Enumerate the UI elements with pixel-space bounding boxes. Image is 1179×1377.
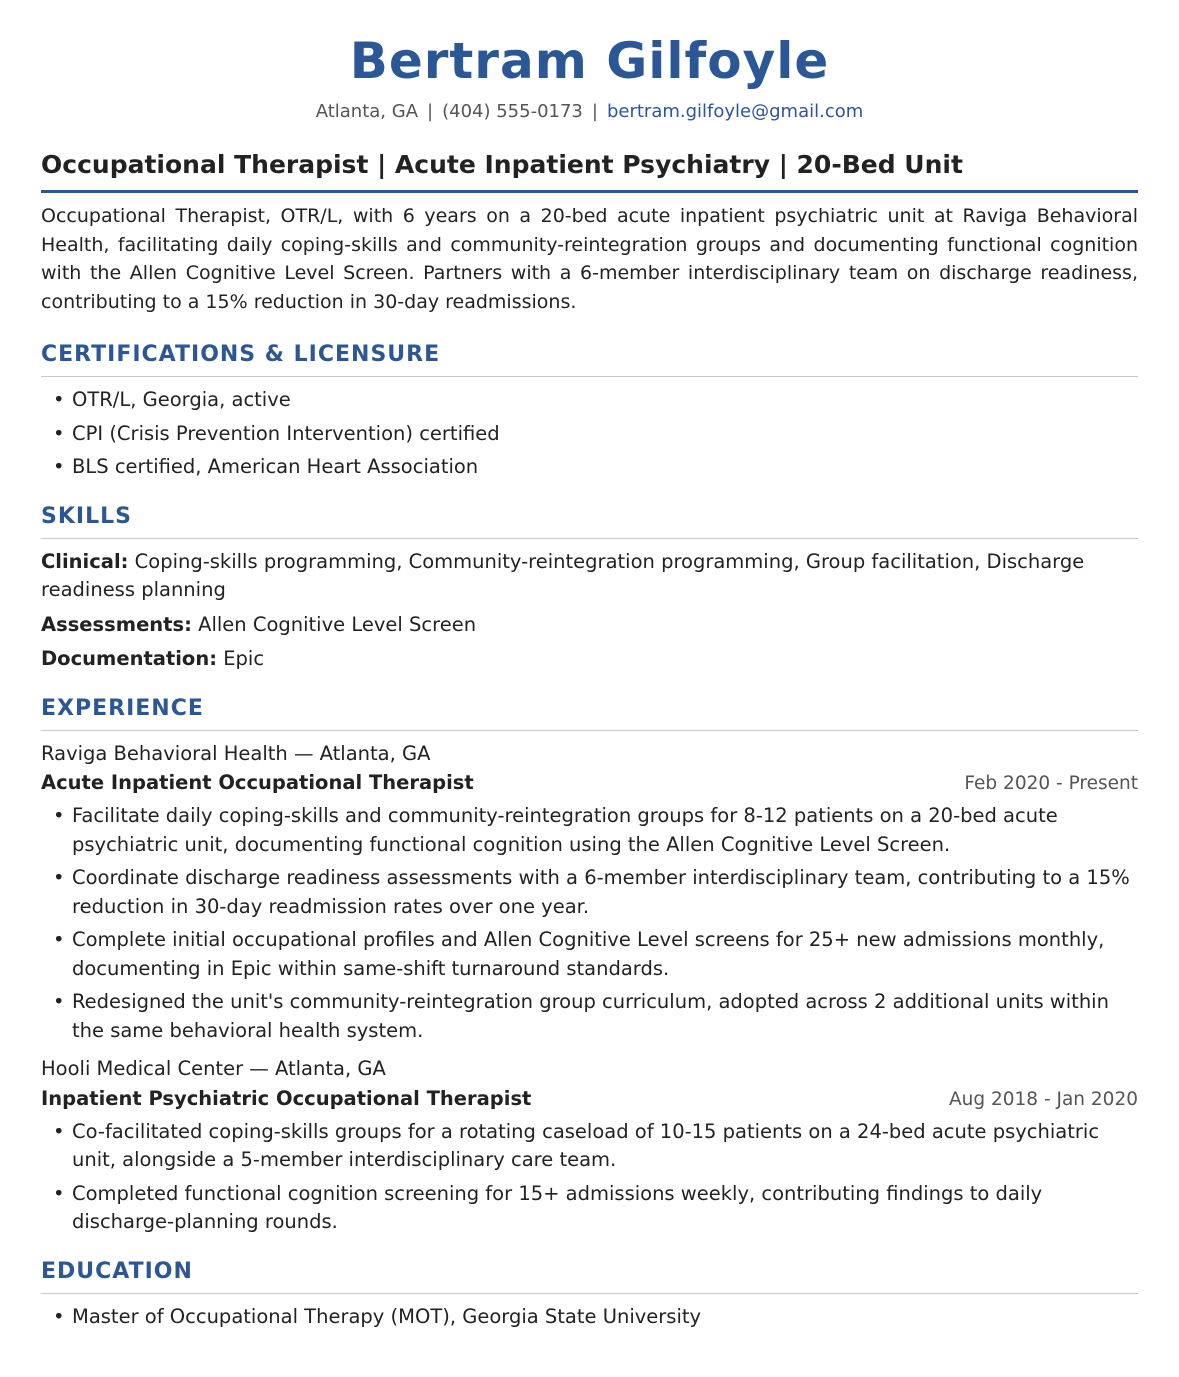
skill-label: Assessments: — [41, 612, 192, 636]
list-item: • Facilitate daily coping-skills and community-reintegration groups for 8-12 patients on a 20-bed acute psychiatric unit, documenting functional cognition using the Allen Cognitive Level Screen. — [41, 802, 1138, 859]
skill-label: Clinical: — [41, 549, 129, 573]
list-item: • Master of Occupational Therapy (MOT), Georgia State University — [41, 1303, 1138, 1332]
job-title: Inpatient Psychiatric Occupational Therapist — [41, 1086, 532, 1110]
education-heading: EDUCATION — [41, 1257, 1138, 1294]
list-item: • Complete initial occupational profiles and Allen Cognitive Level screens for 25+ new admissions monthly, documenting in Epic within same-shift turnaround standards. — [41, 926, 1138, 983]
education-section — [41, 1257, 1138, 1332]
candidate-name: Bertram Gilfoyle — [349, 32, 830, 90]
skill-row — [41, 548, 1138, 605]
job-bullets — [41, 802, 1138, 1045]
contact-line — [41, 100, 1138, 124]
job-title: Acute Inpatient Occupational Therapist — [41, 771, 474, 794]
employer-name: Hooli Medical Center — Atlanta, GA — [41, 1057, 386, 1080]
professional-summary: Occupational Therapist, OTR/L, with 6 years on a 20-bed acute inpatient psychiatric unit at Raviga Behavioral Health, facilitating daily coping-skills and community-reintegration groups and documenting functional cognition with the Allen Cognitive Level Screen. Partners with a 6-member interdisciplinary team on discharge readiness, contributing to a 15% reduction in 30-day readmissions. — [41, 205, 1138, 313]
skill-value: Allen Cognitive Level Screen — [198, 612, 477, 636]
skill-row — [41, 611, 1138, 640]
certifications-list — [41, 386, 1138, 482]
list-item: • BLS certified, American Heart Association — [41, 453, 1138, 482]
certifications-section — [41, 340, 1138, 482]
job-dates: Aug 2018 - Jan 2020 — [948, 1088, 1138, 1110]
role-row — [41, 1084, 1138, 1113]
list-item: • Co-facilitated coping-skills groups for a rotating caseload of 10-15 patients on a 24-bed acute psychiatric unit, alongside a 5-member interdisciplinary care team. — [41, 1118, 1138, 1175]
experience-heading: EXPERIENCE — [41, 694, 1138, 731]
job-bullets — [41, 1118, 1138, 1237]
contact-phone: (404) 555-0173 — [442, 101, 583, 122]
skill-row — [41, 645, 1138, 674]
list-item: • OTR/L, Georgia, active — [41, 386, 1138, 415]
skill-label: Documentation: — [41, 647, 218, 670]
job-dates: Feb 2020 - Present — [964, 773, 1138, 794]
contact-location: Atlanta, GA — [315, 101, 419, 122]
skills-section — [41, 502, 1138, 674]
job-entry — [41, 740, 1138, 1046]
contact-separator: | — [427, 101, 434, 122]
list-item: • CPI (Crisis Prevention Intervention) certified — [41, 420, 1138, 449]
contact-separator: | — [591, 101, 598, 122]
skill-value: Coping-skills programming, Community-reintegration programming, Group facilitation, Discharge readiness planning — [41, 549, 1085, 601]
certifications-heading: CERTIFICATIONS & LICENSURE — [41, 340, 1138, 377]
skills-heading: SKILLS — [41, 502, 1138, 539]
list-item: • Redesigned the unit's community-reintegration group curriculum, adopted across 2 additional units within the same behavioral health system. — [41, 988, 1138, 1045]
job-entry — [41, 1055, 1138, 1237]
contact-email-link[interactable]: bertram.gilfoyle@gmail.com — [606, 101, 864, 122]
experience-section — [41, 694, 1138, 1237]
professional-headline: Occupational Therapist | Acute Inpatient Psychiatry | 20-Bed Unit — [41, 148, 1138, 193]
employer-name: Raviga Behavioral Health — Atlanta, GA — [41, 741, 431, 765]
skill-value: Epic — [223, 647, 265, 670]
role-row — [41, 768, 1138, 797]
list-item: • Coordinate discharge readiness assessments with a 6-member interdisciplinary team, contributing to a 15% reduction in 30-day readmission rates over one year. — [41, 864, 1138, 921]
education-list — [41, 1303, 1138, 1332]
list-item: • Completed functional cognition screening for 15+ admissions weekly, contributing findings to daily discharge-planning rounds. — [41, 1180, 1138, 1237]
